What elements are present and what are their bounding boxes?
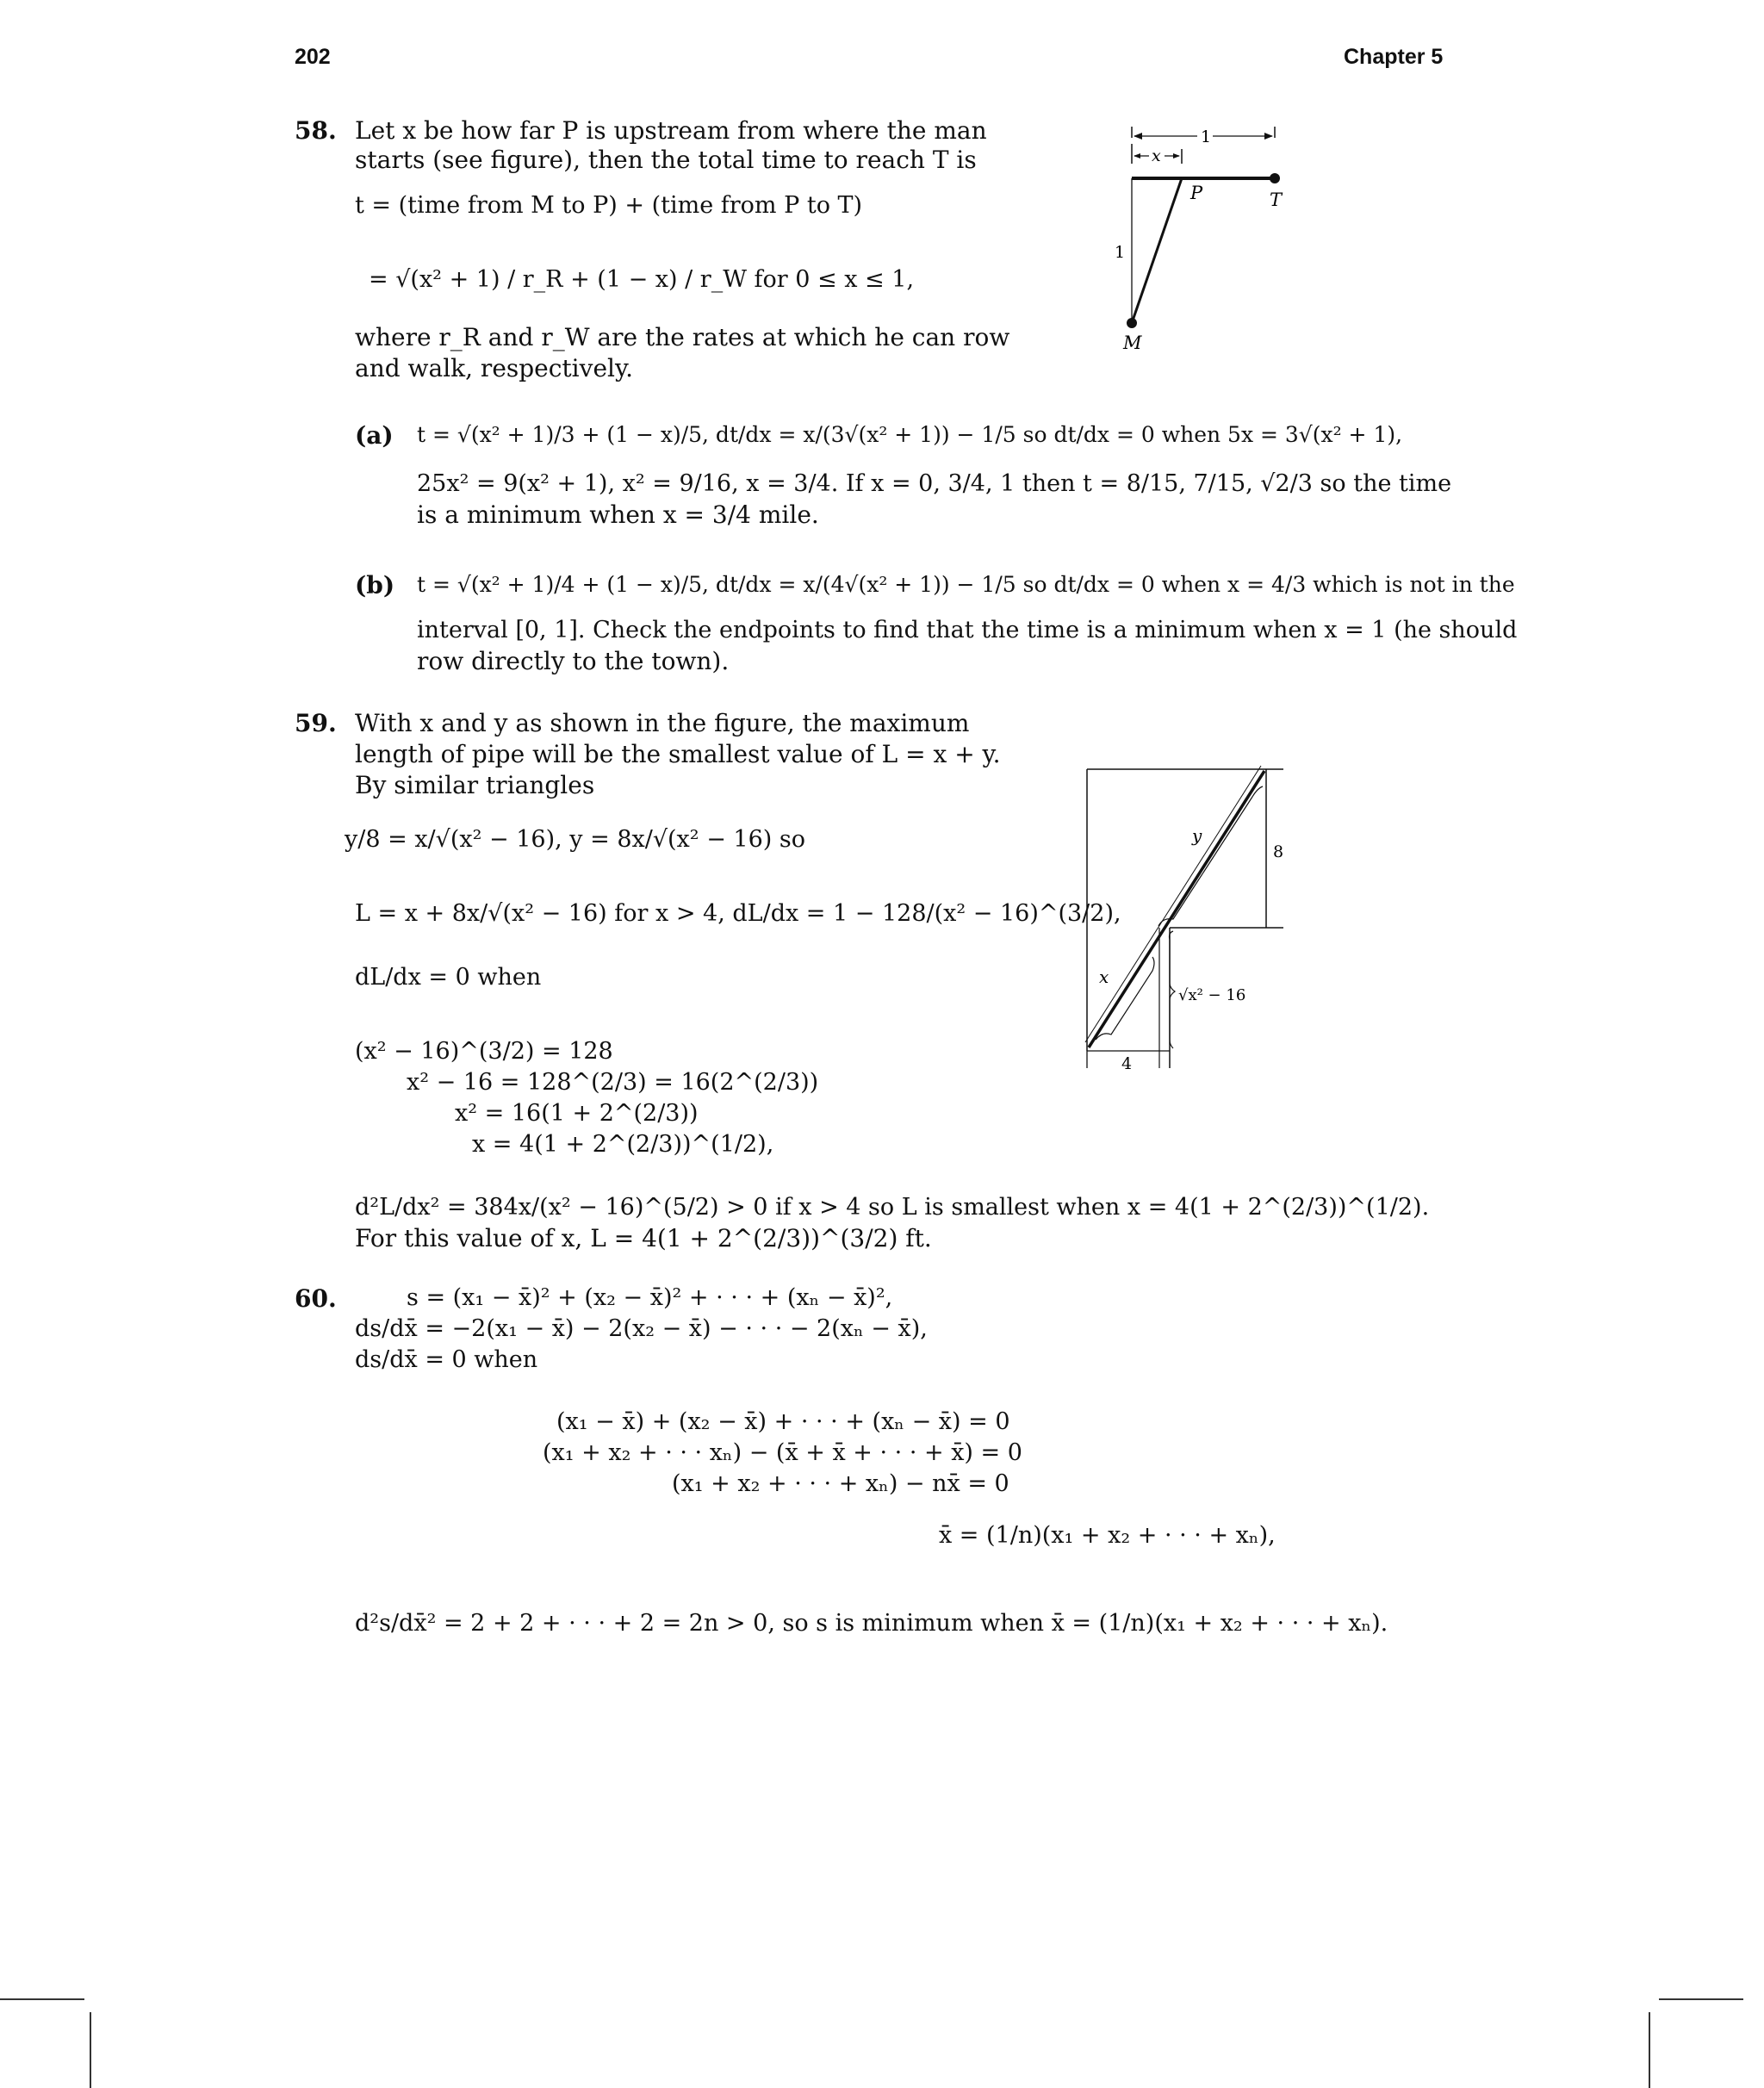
- p58-fig-label-P: P: [1190, 183, 1203, 203]
- p58-part-b-label: (b): [355, 571, 395, 600]
- p59-similar-triangles-eq: y/8 = x/√(x² − 16), y = 8x/√(x² − 16) so: [345, 826, 805, 853]
- p58-part-b-line-1: t = √(x² + 1)/4 + (1 − x)/5, dt/dx = x/(4√(x² + 1)) − 1/5 so dt/dx = 0 when x = 4/3 which is not in the: [417, 572, 1515, 597]
- p60-calc-line-1: (x₁ − x̄) + (x₂ − x̄) + · · · + (xₙ − x̄) = 0: [556, 1408, 1010, 1435]
- p60-calc-line-2: (x₁ + x₂ + · · · xₙ) − (x̄ + x̄ + · · · + x̄) = 0: [543, 1439, 1022, 1466]
- p58-river-figure: [1111, 116, 1309, 362]
- p58-intro-line-1: Let x be how far P is upstream from where the man: [355, 116, 987, 145]
- p60-line-1: s = (x₁ − x̄)² + (x₂ − x̄)² + · · · + (xₙ − x̄)²,: [407, 1284, 893, 1311]
- p58-fig-label-x: x: [1152, 146, 1161, 165]
- p59-solve-step-4: x = 4(1 + 2^(2/3))^(1/2),: [472, 1131, 774, 1158]
- p58-where-line-1: where r_R and r_W are the rates at which he can row: [355, 323, 1010, 351]
- p59-fig-label-eight: 8: [1273, 842, 1284, 861]
- p58-intro-line-2: starts (see figure), then the total time to reach T is: [355, 146, 977, 174]
- chapter-title: Chapter 5: [1344, 45, 1444, 69]
- p60-calc-line-3: (x₁ + x₂ + · · · + xₙ) − nx̄ = 0: [672, 1470, 1009, 1497]
- p59-derivative-zero: dL/dx = 0 when: [355, 964, 542, 991]
- p59-fig-label-y: y: [1192, 825, 1202, 846]
- p59-conclusion-line-2: For this value of x, L = 4(1 + 2^(2/3))^(3/2) ft.: [355, 1224, 932, 1252]
- p58-part-a-line-2: 25x² = 9(x² + 1), x² = 9/16, x = 3/4. If x = 0, 3/4, 1 then t = 8/15, 7/15, √2/3 so the time: [417, 470, 1452, 497]
- p60-line-2: ds/dx̄ = −2(x₁ − x̄) − 2(x₂ − x̄) − · · · − 2(xₙ − x̄),: [355, 1315, 928, 1342]
- p59-intro-line-3: By similar triangles: [355, 771, 595, 799]
- crop-mark-left-horizontal: [0, 1998, 84, 2000]
- p60-line-3: ds/dx̄ = 0 when: [355, 1346, 538, 1373]
- p60-calc-line-4: x̄ = (1/n)(x₁ + x₂ + · · · + xₙ),: [939, 1522, 1276, 1549]
- p58-part-b-line-2: interval [0, 1]. Check the endpoints to find that the time is a minimum when x = 1 (he should: [417, 617, 1518, 643]
- p58-fig-label-one-side: 1: [1115, 243, 1126, 262]
- crop-mark-left-vertical: [90, 2012, 91, 2088]
- p59-fig-label-four: 4: [1121, 1054, 1133, 1073]
- p58-time-formula: = √(x² + 1) / r_R + (1 − x) / r_W for 0 ≤ x ≤ 1,: [369, 266, 915, 293]
- p60-conclusion: d²s/dx̄² = 2 + 2 + · · · + 2 = 2n > 0, so s is minimum when x̄ = (1/n)(x₁ + x₂ + · · · + xₙ).: [355, 1610, 1388, 1637]
- p59-solve-step-1: (x² − 16)^(3/2) = 128: [355, 1038, 613, 1065]
- p58-part-a-line-1: t = √(x² + 1)/3 + (1 − x)/5, dt/dx = x/(3√(x² + 1)) − 1/5 so dt/dx = 0 when 5x = 3√(x² + 1),: [417, 422, 1403, 447]
- p58-part-a-label: (a): [355, 421, 394, 450]
- p58-fig-label-one-top: 1: [1201, 127, 1212, 146]
- p58-fig-label-T: T: [1270, 190, 1283, 210]
- p59-solve-step-2: x² − 16 = 128^(2/3) = 16(2^(2/3)): [407, 1069, 819, 1096]
- p59-fig-label-x: x: [1099, 966, 1109, 987]
- p59-pipe-corner-figure: [1077, 762, 1292, 1081]
- p58-part-a-line-3: is a minimum when x = 3/4 mile.: [417, 500, 819, 529]
- p59-length-eq: L = x + 8x/√(x² − 16) for x > 4, dL/dx = 1 − 128/(x² − 16)^(3/2),: [355, 900, 1121, 927]
- p58-where-line-2: and walk, respectively.: [355, 354, 633, 382]
- p58-part-b-line-3: row directly to the town).: [417, 647, 730, 675]
- page-number: 202: [295, 45, 331, 69]
- problem-60-number: 60.: [295, 1284, 337, 1313]
- crop-mark-right-vertical: [1649, 2012, 1650, 2088]
- p58-fig-label-M: M: [1123, 332, 1142, 353]
- p59-intro-line-1: With x and y as shown in the figure, the maximum: [355, 709, 970, 737]
- problem-58-number: 58.: [295, 116, 337, 145]
- crop-mark-right-horizontal: [1659, 1998, 1743, 2000]
- p59-solve-step-3: x² = 16(1 + 2^(2/3)): [455, 1100, 699, 1127]
- p58-time-equation: t = (time from M to P) + (time from P to T): [355, 192, 863, 219]
- p59-conclusion-line-1: d²L/dx² = 384x/(x² − 16)^(5/2) > 0 if x > 4 so L is smallest when x = 4(1 + 2^(2/3))^(1/2).: [355, 1194, 1430, 1221]
- p59-intro-line-2: length of pipe will be the smallest value of L = x + y.: [355, 740, 1001, 768]
- p59-fig-label-sqrt: √x² − 16: [1178, 986, 1246, 1004]
- problem-59-number: 59.: [295, 709, 337, 737]
